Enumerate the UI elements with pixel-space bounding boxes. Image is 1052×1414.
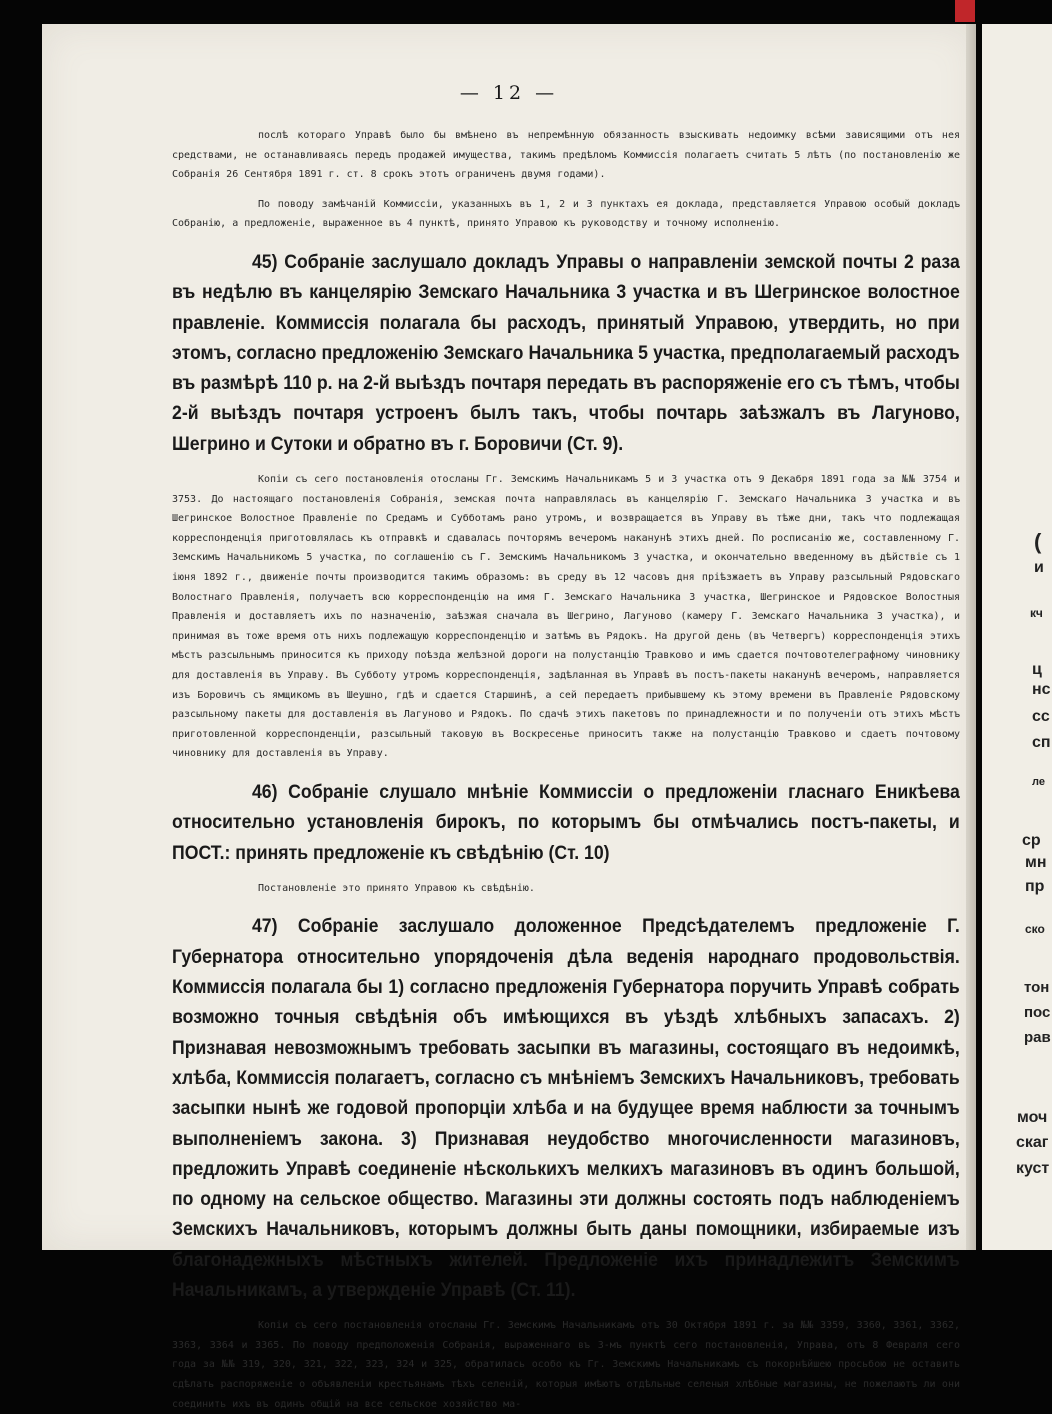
adjacent-fragment: ско bbox=[1025, 922, 1045, 936]
adjacent-fragment: рав bbox=[1024, 1029, 1051, 1046]
adjacent-fragment: ( bbox=[1034, 529, 1042, 554]
adjacent-fragment: кч bbox=[1030, 606, 1043, 620]
adjacent-page-fragment bbox=[982, 24, 1052, 1250]
adjacent-fragment: ср bbox=[1022, 832, 1041, 849]
adjacent-fragment: тон bbox=[1024, 979, 1050, 996]
paragraph-note-45: Копіи съ сего постановленія отосланы Гг. Земскимъ Начальникамъ 5 и 3 участка отъ 9 Декабря 1891 года за №№ 3754 и 3753. До настоящаго постановленія Собранія, земская почта направлялась въ канцелярію Г. Земскаго Начальника 3 участка и въ Шегринское Волостное Правленіе по Средамъ и Субботамъ рано утромъ, и возвращается въ Управу въ тѣже дни, такъ что подлежащая корреспонденція приготовлялась къ отправкѣ и сдавалась почторямъ вечеромъ наканунѣ этихъ дней. По росписанію же, составленному Г. Земскимъ Начальникомъ 5 участка, по соглашенію съ Г. Земскимъ Начальникомъ 3 участка, и окончательно введенному въ дѣйствіе съ 1 іюня 1892 г., движеніе почты производится такимъ образомъ: въ среду въ 12 часовъ дня пріѣзжаетъ въ Управу разсыльный Рядовскаго Волостнаго Правленія, получаетъ всю корреспонденцію на имя Г. Земскаго Начальника 3 участка, Шегринское и Рядовское Волостныя Правленія и доставляетъ ихъ по назначенію, заѣзжая сначала въ Шегрино, Лагуново (камеру Г. Земскаго Начальника 3 участка), и принимая въ тоже время отъ нихъ подлежащую корреспонденцію и затѣмъ въ Рядокъ. На другой день (въ Четвергъ) корреспонденція этихъ мѣстъ разсыльнымъ приносится къ приходу поѣзда желѣзной дороги на полустанцію Травково и имъ сдается почтовотелеграфному чиновнику для доставленія въ Управу. Въ Субботу утромъ корреспонденція, задѣланная въ Управѣ въ постъ-пакеты наканунѣ вечеромъ, направляется изъ Боровичъ съ ямщикомъ въ Шеушно, гдѣ и сдается Старшинѣ, а сей передаетъ прибывшему къ этому времени въ Правленіе Рядовскому разсыльному пакеты для доставленія въ Лагуново и Рядокъ. По сдачѣ этихъ пакетовъ по принадлежности и по полученіи отъ этихъ мѣстъ приготовленной корреспонденціи, разсыльный таковую въ Воскресенье приноситъ также на полустанцію Травково и сдаетъ почтовому чиновнику для доставленія въ Управу. bbox=[172, 474, 960, 760]
adjacent-fragment: сс bbox=[1032, 708, 1050, 725]
adjacent-fragment: сп bbox=[1032, 734, 1051, 751]
adjacent-fragment: и bbox=[1034, 559, 1044, 576]
adjacent-fragment: пр bbox=[1025, 878, 1045, 895]
red-tab-marker bbox=[955, 0, 975, 22]
adjacent-fragment: нс bbox=[1032, 681, 1051, 698]
adjacent-fragment: ц bbox=[1032, 661, 1042, 678]
adjacent-fragment: скаг bbox=[1016, 1134, 1049, 1151]
adjacent-fragment: мн bbox=[1025, 854, 1047, 871]
adjacent-fragment: куст bbox=[1016, 1160, 1050, 1177]
document-page bbox=[42, 24, 976, 1410]
resolution-47: 47) Собраніе заслушало доложенное Предсѣдателемъ предложеніе Г. Губернатора относительно упорядоченія дѣла веденія народнаго продовольствія. Коммиссія полагала бы 1) согласно предложенія Губернатора поручить Управѣ собрать возможно точныя свѣдѣнія объ имѣющихся въ уѣздѣ хлѣбныхъ запасахъ. 2) Признавая невозможнымъ требовать засыпки въ магазины, состоящаго въ недоимкѣ, хлѣба, Коммиссія полагаетъ, согласно съ мнѣніемъ Земскихъ Начальниковъ, требовать засыпки нынѣ же годовой пропорціи хлѣба и на будущее время наблюсти за точнымъ выполненіемъ закона. 3) Признавая неудобство многочисленности магазиновъ, предложить Управѣ соединеніе нѣсколькихъ мелкихъ магазиновъ въ одинъ большой, по одному на сельское общество. Магазины эти должны состоять подъ наблюденіемъ Земскихъ Начальниковъ, которымъ должны быть даны помощники, избираемые изъ благонадежныхъ мѣстныхъ жителей. Предложеніе ихъ принадлежитъ Земскимъ Начальникамъ, а утвержденіе Управѣ (Ст. 11). bbox=[172, 916, 960, 1301]
paragraph-note-1: послѣ котораго Управѣ было бы вмѣнено въ непремѣнную обязанность взыскивать недоимку всѣми зависящими отъ нея средствами, не останавливаясь передъ продажей имущества, такимъ предѣломъ Коммиссія полагаетъ считать 5 лѣтъ (по постановленію же Собранія 26 Сентября 1891 г. ст. 8 срокъ этотъ ограниченъ двумя годами). bbox=[172, 130, 960, 181]
page-edge bbox=[966, 24, 976, 1250]
paragraph-note-2: По поводу замѣчаній Коммиссіи, указанныхъ въ 1, 2 и 3 пунктахъ ея доклада, представляется Управою особый докладъ Собранію, а предложеніе, выраженное въ 4 пунктѣ, принято Управою къ руководству и точному исполненію. bbox=[172, 198, 960, 230]
page-content bbox=[172, 126, 960, 1414]
page-number: — 12 — bbox=[459, 82, 559, 104]
adjacent-fragment: моч bbox=[1017, 1109, 1048, 1126]
resolution-45: 45) Собраніе заслушало докладъ Управы о направленіи земской почты 2 раза въ недѣлю въ канцелярію Земскаго Начальника 3 участка и въ Шегринское волостное правленіе. Коммиссія полагала бы расходъ, принятый Управою, утвердить, но при этомъ, согласно предложенію Земскаго Начальника 5 участка, предполагаемый расходъ въ размѣрѣ 110 р. на 2-й выѣздъ почтаря передать въ распоряженіе его съ тѣмъ, чтобы 2-й выѣздъ почтаря устроенъ былъ такъ, чтобы почтарь заѣзжалъ въ Лагуново, Шегрино и Сутоки и обратно въ г. Боровичи (Ст. 9). bbox=[172, 251, 960, 455]
paragraph-note-46: Постановленіе это принято Управою къ свѣдѣнію. bbox=[258, 882, 535, 894]
resolution-46: 46) Собраніе слушало мнѣніе Коммиссіи о предложеніи гласнаго Еникѣева относительно установленія бирокъ, по которымъ бы отмѣчались постъ-пакеты, и ПОСТ.: принять предложеніе къ свѣдѣнію (Ст. 10) bbox=[172, 781, 960, 864]
paragraph-note-47: Копіи съ сего постановленія отосланы Гг. Земскимъ Начальникамъ отъ 30 Октября 1891 г. за №№ 3359, 3360, 3361, 3362, 3363, 3364 и 3365. По поводу предположенія Собранія, выраженнаго въ 3-мъ пунктѣ сего постановленія, Управа, отъ 8 Февраля сего года за №№ 319, 320, 321, 322, 323, 324 и 325, обратилась особо къ Гг. Земскимъ Начальникамъ съ покорнѣйшею просьбою не оставить сдѣлать распоряженіе о объявленіи крестьянамъ тѣхъ селеній, которыя имѣютъ отдѣльные селеныя хлѣбные магазины, не пожелаютъ ли они соединить ихъ въ одинъ общій на все сельское хозяйство ма- bbox=[172, 1320, 960, 1410]
adjacent-fragment: пос bbox=[1024, 1004, 1051, 1021]
adjacent-fragment: ле bbox=[1032, 776, 1045, 788]
